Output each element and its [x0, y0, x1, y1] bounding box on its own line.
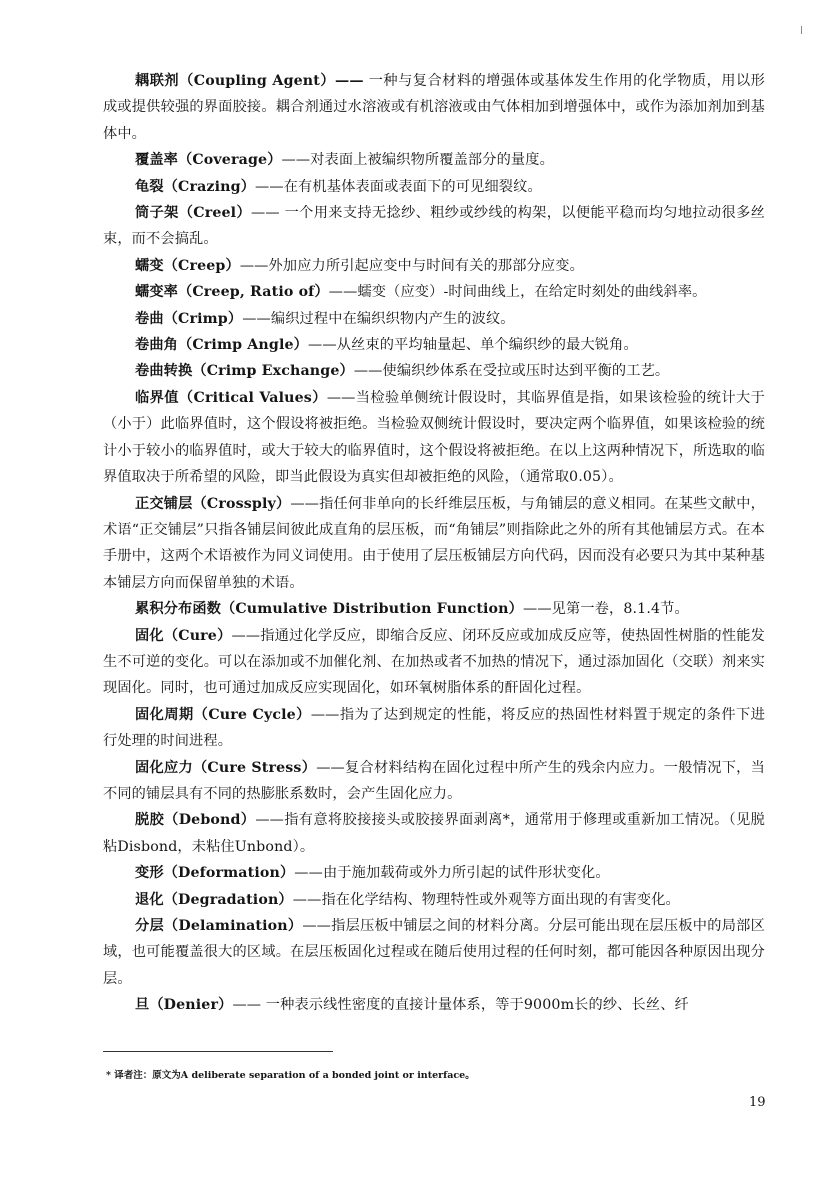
entry-definition: ——使编织纱体系在受拉或压时达到平衡的工艺。 [353, 363, 670, 380]
entry-definition: ——编织过程中在编织织物内产生的波纹。 [242, 310, 515, 327]
entry-term: 筒子架（Creel） [135, 205, 252, 222]
entry-crimp-angle [103, 332, 765, 358]
entry-term: 卷曲角（Crimp Angle） [135, 337, 309, 354]
scan-edge-mark [801, 26, 802, 34]
entry-term: 旦（Denier） [135, 997, 233, 1014]
entry-definition: ——指层压板中铺层之间的材料分离。分层可能出现在层压板中的局部区域，也可能覆盖很大的区域。在层压板固化过程或在随后使用过程的任何时刻，都可能因各种原因出现分层。 [103, 918, 765, 987]
entry-creep [103, 253, 765, 279]
entry-definition: ——见第一卷，8.1.4节。 [522, 601, 689, 618]
entry-term: 变形（Deformation） [135, 865, 295, 882]
entry-critical-values [103, 385, 765, 491]
entry-delamination [103, 913, 765, 992]
page-number: 19 [749, 1095, 766, 1110]
entry-coupling-agent [103, 68, 765, 147]
footnote-divider [103, 1051, 333, 1052]
entry-degradation [103, 887, 765, 913]
entry-crimp [103, 306, 765, 332]
entry-term: 固化周期（Cure Cycle） [135, 706, 311, 723]
entry-term: 卷曲（Crimp） [135, 310, 243, 327]
entry-definition: ——蠕变（应变）-时间曲线上，在给定时刻处的曲线斜率。 [328, 284, 707, 301]
entry-cumulative-distribution-function [103, 596, 765, 622]
entry-denier [103, 992, 765, 1018]
entry-term: 固化（Cure） [135, 627, 232, 644]
entry-definition: ——对表面上被编织物所覆盖部分的量度。 [281, 152, 554, 169]
entry-term: 龟裂（Crazing） [135, 178, 256, 195]
entry-term: 累积分布函数（Cumulative Distribution Function） [135, 601, 523, 618]
footnote: * 译者注：原文为A deliberate separation of a bonded joint or interface。 [106, 1070, 475, 1081]
entry-coverage [103, 147, 765, 173]
entry-definition: ——指通过化学反应，即缩合反应、闭环反应或加成反应等，使热固性树脂的性能发生不可逆的变化。可以在添加或不加催化剂、在加热或者不加热的情况下，通过添加固化（交联）剂来实现固化。同时，也可通过加成反应实现固化，如环氧树脂体系的酐固化过程。 [103, 627, 765, 697]
entry-term: 固化应力（Cure Stress） [135, 759, 317, 776]
entry-term: 正交铺层（Crossply） [135, 495, 291, 512]
entry-definition: —— 一个用来支持无捻纱、粗纱或纱线的构架，以便能平稳而均匀地拉动很多丝束，而不会搞乱。 [103, 205, 765, 248]
entry-creel [103, 200, 765, 253]
entry-definition: ——复合材料结构在固化过程中所产生的残余内应力。一般情况下，当不同的铺层具有不同的热膨胀系数时，会产生固化应力。 [103, 759, 766, 802]
entry-debond [103, 807, 765, 860]
entry-definition: —— 一种表示线性密度的直接计量体系，等于9000m长的纱、长丝、纤 [232, 997, 689, 1014]
entry-definition: ——当检验单侧统计假设时，其临界值是指，如果该检验的统计大于（小于）此临界值时，这个假设将被拒绝。当检验双侧统计假设时，要决定两个临界值，如果该检验的统计小于较小的临界值时，或大于较大的临界值时，这个假设将被拒绝。在以上这两种情况下，所选取的临界值取决于所希望的风险，即当此假设为真实但却被拒绝的风险，（通常取0.05）。 [103, 389, 765, 486]
entry-term: 临界值（Critical Values） [135, 389, 327, 406]
entry-cure [103, 623, 765, 702]
entry-term: 分层（Delamination） [135, 918, 303, 934]
entry-term: 蠕变率（Creep, Ratio of） [135, 284, 329, 301]
glossary-body [103, 68, 765, 1019]
entry-term: 耦联剂（Coupling Agent）—— [135, 73, 364, 89]
entry-definition: ——从丝束的平均轴量起、单个编织纱的最大锐角。 [308, 337, 638, 354]
entry-deformation [103, 860, 765, 886]
entry-cure-cycle [103, 702, 765, 755]
entry-term: 蠕变（Creep） [135, 257, 240, 274]
entry-term: 覆盖率（Coverage） [135, 152, 282, 169]
entry-definition: ——指任何非单向的长纤维层压板，与角铺层的意义相同。在某些文献中，术语“正交铺层”只指各铺层间彼此成直角的层压板，而“角铺层”则指除此之外的所有其他铺层方式。在本手册中，这两个术语被作为同义词使用。由于使用了层压板铺层方向代码，因而没有必要只为其中某种基本铺层方向而保留单独的术语。 [103, 495, 766, 591]
entry-definition: ——由于施加载荷或外力所引起的试件形状变化。 [294, 865, 610, 882]
entry-creep-ratio [103, 279, 765, 305]
entry-definition: ——指在化学结构、物理特性或外观等方面出现的有害变化。 [292, 891, 680, 908]
entry-definition: ——指有意将胶接接头或胶接界面剥离*，通常用于修理或重新加工情况。（见脱粘Disbond，未粘住Unbond）。 [103, 812, 765, 855]
entry-definition: 一种与复合材料的增强体或基体发生作用的化学物质，用以形成或提供较强的界面胶接。耦合剂通过水溶液或有机溶液或由气体相加到增强体中，或作为添加剂加到基体中。 [103, 73, 765, 142]
entry-term: 退化（Degradation） [135, 891, 293, 908]
entry-definition: ——外加应力所引起应变中与时间有关的那部分应变。 [239, 257, 584, 274]
entry-crazing [103, 174, 765, 200]
entry-definition: ——指为了达到规定的性能，将反应的热固性材料置于规定的条件下进行处理的时间进程。 [103, 706, 765, 750]
entry-term: 脱胶（Debond） [135, 812, 256, 829]
entry-definition: ——在有机基体表面或表面下的可见细裂纹。 [255, 178, 542, 195]
entry-cure-stress [103, 755, 765, 808]
entry-crimp-exchange [103, 358, 765, 384]
entry-term: 卷曲转换（Crimp Exchange） [135, 363, 354, 380]
entry-crossply [103, 491, 765, 597]
